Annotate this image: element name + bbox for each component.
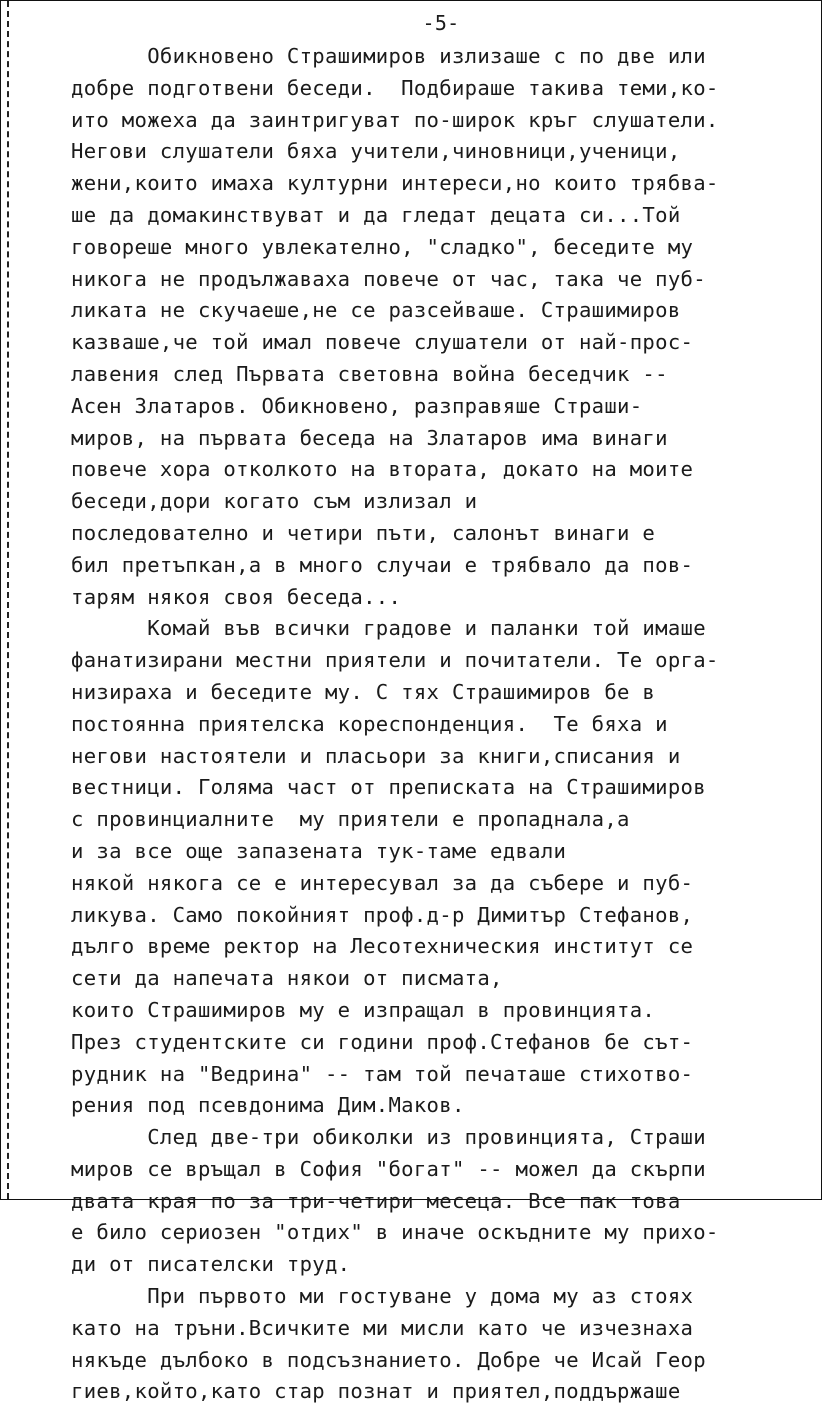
text-line: които Страшимиров му е изпращал в провинцията. (71, 997, 656, 1022)
text-line: ито можеха да заинтригуват по-широк кръг слушатели. (71, 107, 719, 132)
text-line: ше да домакинствуват и да гледат децата си...Той (71, 202, 681, 227)
typewritten-text-block (71, 7, 811, 1408)
text-line: ди от писателски труд. (71, 1252, 351, 1277)
text-line: повече хора отколкото на втората, докато на моите (71, 457, 694, 482)
text-line: низираха и беседите му. С тях Страшимиров бе в (71, 679, 656, 704)
text-line: някъде дълбоко в подсъзнанието. Добре че Исай Геор (71, 1347, 706, 1372)
text-line: казваше,че той имал повече слушатели от най-прос- (71, 330, 694, 355)
text-line: Обикновено Страшимиров излизаше с по две или (71, 44, 706, 68)
perforated-margin (7, 1, 9, 1199)
text-line: вестници. Голяма част от преписката на Страшимиров (71, 775, 706, 800)
text-line: двата края по за три-четири месеца. Все пак това (71, 1188, 681, 1213)
text-line: беседи,дори когато съм излизал и (71, 489, 478, 514)
text-line: някой някога се е интересувал за да събере и пуб- (71, 870, 694, 895)
text-line: рения под псевдонима Дим.Маков. (71, 1093, 465, 1118)
text-line: Негови слушатели бяха учители,чиновници,ученици, (71, 139, 681, 164)
text-line: жени,които имаха културни интереси,но които трябва- (71, 171, 719, 196)
text-line: След две-три обиколки из провинцията, Страши (71, 1125, 706, 1150)
text-line: миров, на първата беседа на Златаров има винаги (71, 425, 668, 450)
text-line: Асен Златаров. Обикновено, разправяше Страши- (71, 393, 643, 418)
text-line: говореше много увлекателно, "сладко", беседите му (71, 234, 694, 259)
text-line: добре подготвени беседи. Подбираше такива теми,ко- (71, 75, 719, 100)
text-line: дълго време ректор на Лесотехническия институт се (71, 934, 694, 959)
text-line: Комай във всички градове и паланки той имаше (71, 616, 706, 641)
text-line: с провинциалните му приятели е пропаднала,а (71, 807, 630, 832)
text-line: постоянна приятелска кореспонденция. Те бяха и (71, 711, 668, 736)
text-line: последователно и четири пъти, салонът винаги е (71, 520, 656, 545)
text-line: е било сериозен "отдих" в иначе оскъдните му прихо- (71, 1220, 719, 1245)
text-line: ликата не скучаеше,не се разсейваше. Страшимиров (71, 298, 681, 323)
page-number: -5- (422, 11, 460, 35)
text-line: никога не продължаваха повече от час, така че пуб- (71, 266, 706, 291)
text-line: гиев,който,като стар познат и приятел,поддържаше (71, 1379, 681, 1404)
text-line: негови настоятели и пласьори за книги,списания и (71, 743, 681, 768)
text-line: фанатизирани местни приятели и почитатели. Те орга- (71, 648, 719, 673)
text-line: ликува. Само покойният проф.д-р Димитър Стефанов, (71, 902, 694, 927)
text-line: като на тръни.Всичките ми мисли като че изчезнаха (71, 1315, 694, 1340)
text-line: рудник на "Ведрина" -- там той печаташе стихотво- (71, 1061, 694, 1086)
text-line: сети да напечата някои от писмата, (71, 966, 503, 991)
text-line: и за все още запазената тук-таме едвали (71, 838, 567, 863)
text-lines (71, 41, 811, 1408)
text-line: лавения след Първата световна война беседчик -- (71, 361, 668, 386)
text-line: През студентските си години проф.Стефанов бе сът- (71, 1029, 694, 1054)
text-line: При първото ми гостуване у дома му аз стоях (71, 1284, 694, 1309)
text-line: миров се връщал в София "богат" -- можел да скърпи (71, 1156, 706, 1181)
text-line: бил претъпкан,а в много случаи е трябвало да пов- (71, 552, 694, 577)
text-line: тарям някоя своя беседа... (71, 584, 402, 609)
